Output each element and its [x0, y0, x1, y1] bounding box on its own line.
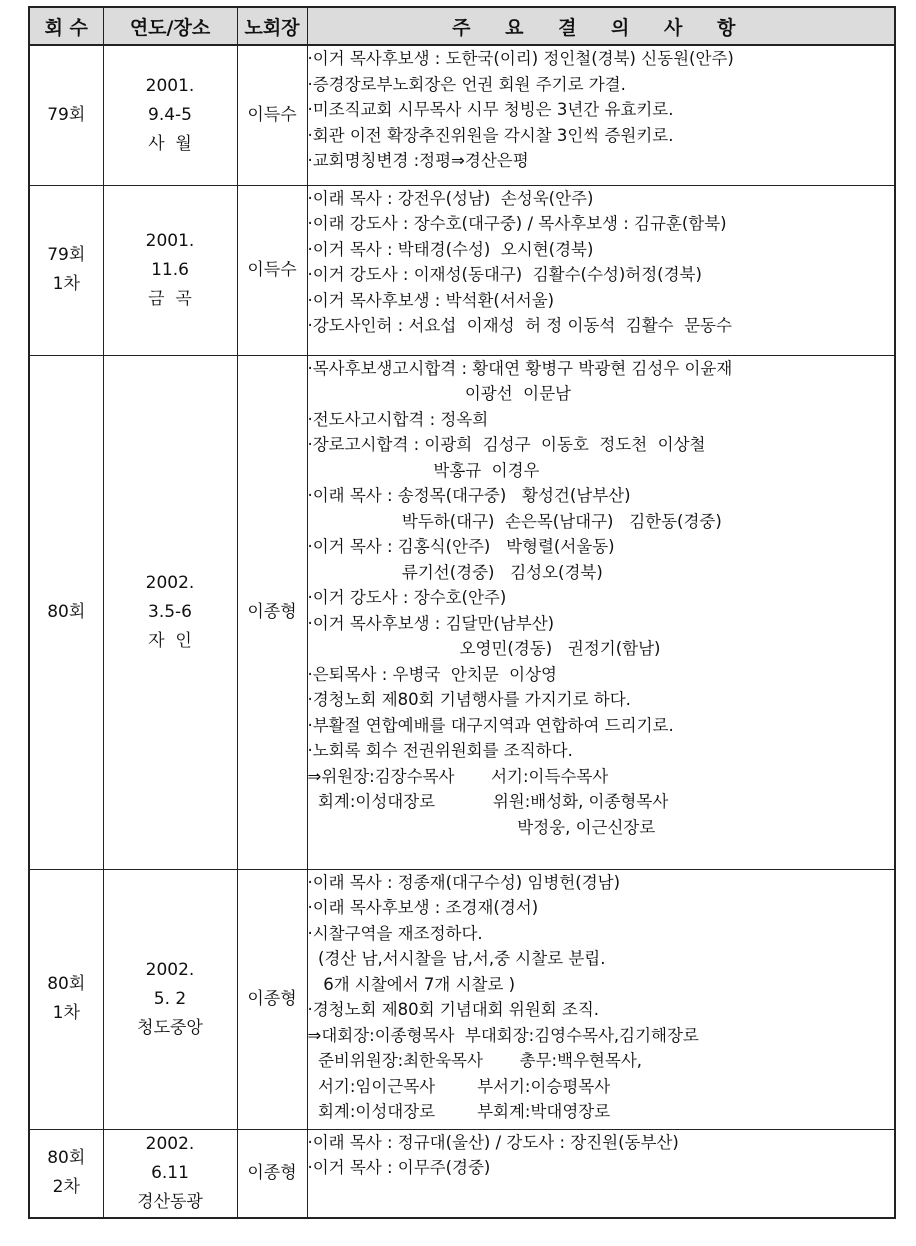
resolution-line: 오영민(경동) 권정기(함남)	[307, 639, 661, 658]
resolutions-cell	[307, 45, 895, 185]
header-main-resolutions: 주 요 결 의 사 항	[307, 7, 895, 45]
resolution-line: ·이래 목사후보생 : 조경재(경서)	[307, 898, 539, 917]
moderator-cell: 이득수	[237, 45, 307, 185]
year-place-text: 2002.	[145, 959, 195, 980]
year-place-text: 자 인	[148, 630, 192, 651]
moderator-cell: 이종형	[237, 869, 307, 1129]
resolution-line: ⇒대회장:이종형목사 부대회장:김영수목사,김기해장로	[307, 1025, 699, 1045]
moderator-cell: 이종형	[237, 1129, 307, 1218]
resolutions-table	[28, 6, 896, 1219]
resolution-line: ·이거 목사 : 김홍식(안주) 박형렬(서울동)	[307, 537, 615, 556]
resolution-line: ·강도사인허 : 서요섭 이재성 허 정 이동석 김활수 문동수	[307, 316, 732, 335]
header-session: 회 수	[29, 7, 103, 45]
resolution-line: ·노회록 회수 전권위원회를 조직하다.	[307, 741, 573, 760]
moderator-cell: 이종형	[237, 355, 307, 869]
resolution-line: 서기:임이근목사 부서기:이승평목사	[307, 1076, 611, 1096]
session-cell	[29, 185, 103, 355]
table-row	[29, 355, 895, 869]
resolution-line: ·이래 목사 : 송정목(대구중) 황성건(남부산)	[307, 486, 631, 505]
resolution-line: ·이거 목사후보생 : 박석환(서서울)	[307, 290, 555, 310]
resolution-line: ·이거 목사후보생 : 도한국(이리) 정인철(경북) 신동원(안주)	[307, 49, 734, 68]
year-place-text: 11.6	[151, 259, 189, 280]
year-place-text: 2001.	[145, 75, 195, 96]
resolution-line: ·이래 목사 : 강전우(성남) 손성욱(안주)	[307, 188, 594, 208]
session-text: 79회	[47, 245, 86, 265]
session-cell	[29, 869, 103, 1129]
year-place-text: 사 월	[148, 133, 192, 154]
resolution-line: 6개 시찰에서 7개 시찰로 )	[307, 974, 516, 994]
resolution-line: ·이거 목사후보생 : 김달만(남부산)	[307, 613, 555, 633]
table-row	[29, 1129, 895, 1218]
year-place-text: 금 곡	[148, 288, 192, 309]
resolution-line: ·이거 목사 : 이무주(경중)	[307, 1158, 491, 1177]
resolution-line: ·이거 강도사 : 이재성(동대구) 김활수(수성)허정(경북)	[307, 265, 702, 284]
moderator-cell: 이득수	[237, 185, 307, 355]
year-place-text: 경산동광	[137, 1191, 203, 1212]
resolution-line: ·교회명칭변경 :정평⇒경산은평	[307, 151, 529, 170]
resolutions-cell	[307, 869, 895, 1129]
resolution-line: ·은퇴목사 : 우병국 안치문 이상영	[307, 664, 557, 684]
resolution-line: 회계:이성대장로 부회계:박대영장로	[307, 1102, 611, 1121]
year-place-text: 5. 2	[153, 988, 187, 1009]
year-place-text: 6.11	[151, 1162, 189, 1183]
header-moderator: 노회장	[237, 7, 307, 45]
resolution-line: (경산 남,서시찰을 남,서,중 시찰로 분립.	[307, 949, 606, 968]
resolution-line: ·증경장로부노회장은 언권 회원 주기로 가결.	[307, 74, 626, 94]
session-cell	[29, 45, 103, 185]
session-cell	[29, 1129, 103, 1218]
resolution-line: 박두하(대구) 손은목(남대구) 김한동(경중)	[307, 511, 722, 531]
resolution-line: ·미조직교회 시무목사 시무 청빙은 3년간 유효키로.	[307, 100, 674, 119]
year-place-text: 2002.	[145, 572, 195, 593]
year-place-text: 2001.	[145, 230, 195, 251]
resolution-line: ·전도사고시합격 : 정옥희	[307, 409, 489, 429]
table-row	[29, 869, 895, 1129]
resolution-line: ·이거 목사 : 박태경(수성) 오시현(경북)	[307, 239, 594, 259]
year-place-cell	[103, 355, 237, 869]
resolution-line: 이광선 이문남	[307, 384, 571, 403]
resolution-line: ·이래 목사 : 정종재(대구수성) 임병헌(경남)	[307, 872, 621, 892]
resolution-line: ·이거 강도사 : 장수호(안주)	[307, 588, 507, 607]
session-text: 80회	[47, 1148, 86, 1168]
resolution-line: ·경청노회 제80회 기념대회 위원회 조직.	[307, 1000, 600, 1019]
resolution-line: ·이래 강도사 : 장수호(대구중) / 목사후보생 : 김규훈(함북)	[307, 214, 727, 233]
resolution-line: ·목사후보생고시합격 : 황대연 황병구 박광현 김성우 이윤재	[307, 358, 733, 378]
year-place-cell	[103, 869, 237, 1129]
session-text: 2차	[52, 1177, 80, 1197]
resolution-line: 회계:이성대장로 위원:배성화, 이종형목사	[307, 792, 669, 811]
session-text: 1차	[52, 1003, 80, 1023]
header-year-place: 연도/장소	[103, 7, 237, 45]
table-row	[29, 185, 895, 355]
session-text: 79회	[47, 104, 86, 125]
table-body	[29, 45, 895, 1218]
table-row	[29, 45, 895, 185]
year-place-cell	[103, 45, 237, 185]
session-text: 1차	[52, 274, 80, 294]
resolution-line: ·시찰구역을 재조정하다.	[307, 923, 483, 943]
resolutions-cell	[307, 355, 895, 869]
session-cell	[29, 355, 103, 869]
resolution-line: ·부활절 연합예배를 대구지역과 연합하여 드리기로.	[307, 715, 674, 735]
resolution-line: ·장로고시합격 : 이광희 김성구 이동호 정도천 이상철	[307, 435, 706, 454]
resolution-line: 준비위원장:최한욱목사 총무:백우현목사,	[307, 1051, 643, 1070]
year-place-text: 청도중앙	[137, 1017, 203, 1038]
resolution-line: ·경청노회 제80회 기념행사를 가지기로 하다.	[307, 690, 631, 709]
session-text: 80회	[47, 601, 86, 622]
resolution-line: ·이래 목사 : 정규대(울산) / 강도사 : 장진원(동부산)	[307, 1132, 679, 1152]
resolutions-cell	[307, 185, 895, 355]
year-place-text: 3.5-6	[148, 601, 192, 622]
year-place-cell	[103, 1129, 237, 1218]
resolution-line: ·회관 이전 확장추진위원을 각시찰 3인씩 증원키로.	[307, 125, 674, 145]
resolution-line: ⇒위원장:김장수목사 서기:이득수목사	[307, 766, 609, 786]
resolution-line: 류기선(경중) 김성오(경북)	[307, 562, 603, 582]
year-place-cell	[103, 185, 237, 355]
year-place-text: 9.4-5	[148, 104, 192, 125]
year-place-text: 2002.	[145, 1133, 195, 1154]
session-text: 80회	[47, 974, 86, 994]
resolutions-cell	[307, 1129, 895, 1218]
resolution-line: 박홍규 이경우	[307, 460, 540, 480]
header-row	[29, 7, 895, 45]
resolution-line: 박정웅, 이근신장로	[307, 817, 656, 837]
